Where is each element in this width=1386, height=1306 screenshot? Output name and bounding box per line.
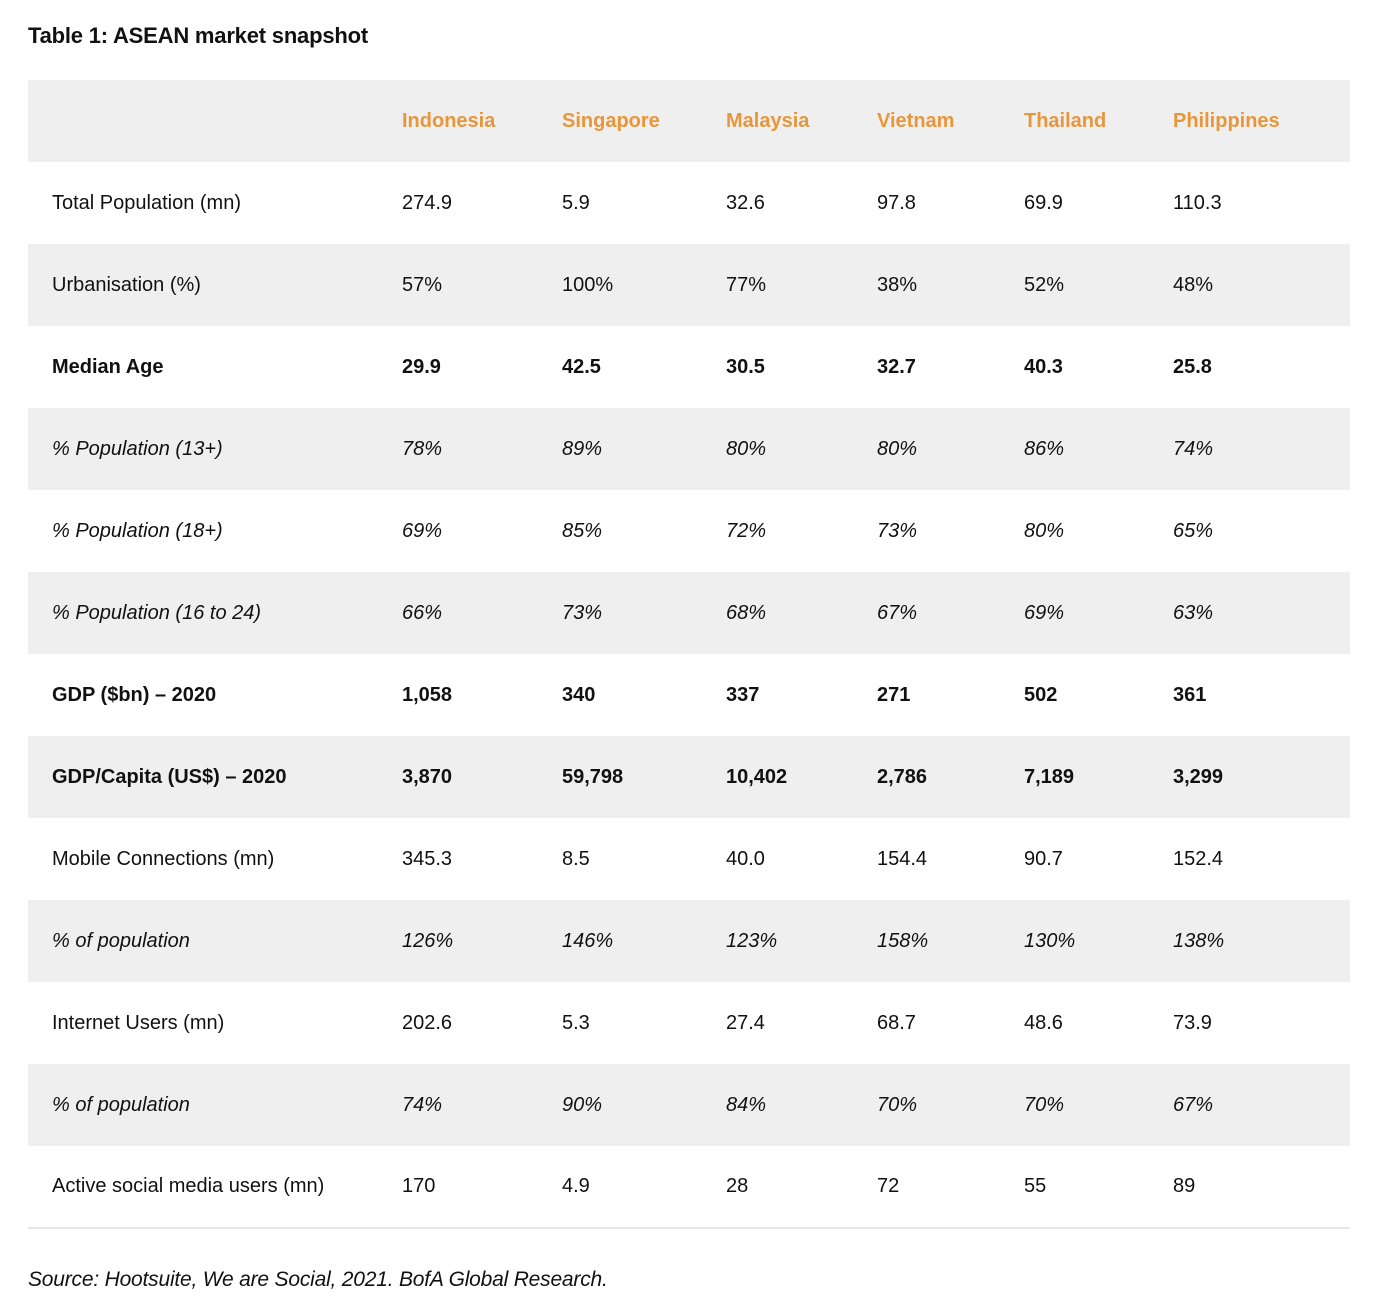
table-cell: 202.6 — [402, 1011, 453, 1034]
table-cell: 73.9 — [1173, 1011, 1212, 1034]
table-cell: 152.4 — [1173, 847, 1224, 870]
row-label: % of population — [52, 929, 190, 952]
table-title: Table 1: ASEAN market snapshot — [28, 23, 368, 48]
header-cell-malaysia: Malaysia — [726, 109, 810, 132]
table-cell: 5.3 — [562, 1011, 590, 1034]
table-cell: 74% — [402, 1093, 443, 1116]
table-cell: 89% — [562, 437, 603, 460]
table-cell: 69% — [1024, 601, 1065, 624]
table-row — [28, 162, 1350, 244]
row-label: Urbanisation (%) — [52, 273, 201, 296]
table-row — [28, 818, 1350, 900]
table-cell: 40.0 — [726, 847, 765, 870]
table-cell: 66% — [402, 601, 443, 624]
table-cell: 80% — [1024, 519, 1065, 542]
table-cell: 337 — [726, 683, 760, 706]
table-cell: 86% — [1024, 437, 1065, 460]
table-cell: 67% — [877, 601, 918, 624]
row-label: Active social media users (mn) — [52, 1175, 325, 1197]
row-label: Median Age — [52, 355, 164, 378]
table-cell: 100% — [562, 273, 614, 296]
row-label: Internet Users (mn) — [52, 1011, 225, 1034]
row-label: Mobile Connections (mn) — [52, 847, 275, 870]
header-cell-philippines: Philippines — [1173, 109, 1280, 132]
table-cell: 69.9 — [1024, 191, 1063, 214]
table-cell: 73% — [877, 519, 918, 542]
table-row — [28, 736, 1350, 818]
table-cell: 154.4 — [877, 847, 928, 870]
header-cell-vietnam: Vietnam — [877, 109, 955, 132]
table-cell: 345.3 — [402, 847, 453, 870]
table-cell: 30.5 — [726, 355, 765, 378]
table-cell: 69% — [402, 519, 443, 542]
table-cell: 32.6 — [726, 191, 765, 214]
table-cell: 72 — [877, 1175, 900, 1197]
table-cell: 80% — [726, 437, 767, 460]
source-note: Source: Hootsuite, We are Social, 2021. BofA Global Research. — [28, 1268, 608, 1291]
table-row — [28, 982, 1350, 1064]
table-cell: 80% — [877, 437, 918, 460]
row-label: % Population (18+) — [52, 519, 223, 542]
table-cell: 89 — [1173, 1175, 1196, 1197]
table-cell: 90% — [562, 1093, 603, 1116]
table-cell: 48% — [1173, 273, 1214, 296]
table-cell: 77% — [726, 273, 767, 296]
row-label: % of population — [52, 1093, 190, 1116]
table-cell: 85% — [562, 519, 603, 542]
table-cell: 126% — [402, 929, 454, 952]
table-cell: 42.5 — [562, 355, 601, 378]
table-row — [28, 408, 1350, 490]
table-cell: 72% — [726, 519, 767, 542]
header-cell-indonesia: Indonesia — [402, 109, 496, 132]
table-cell: 48.6 — [1024, 1011, 1063, 1034]
table-cell: 97.8 — [877, 191, 916, 214]
table-row — [28, 1064, 1350, 1146]
table-cell: 59,798 — [562, 765, 624, 788]
table-cell: 2,786 — [877, 765, 928, 788]
header-cell-thailand: Thailand — [1024, 109, 1107, 132]
table-cell: 74% — [1173, 437, 1214, 460]
table-cell: 502 — [1024, 683, 1058, 706]
table-cell: 123% — [726, 929, 778, 952]
table-cell: 25.8 — [1173, 355, 1212, 378]
table-cell: 70% — [877, 1093, 918, 1116]
table-cell: 340 — [562, 683, 596, 706]
header-cell-singapore: Singapore — [562, 109, 660, 132]
table-cell: 158% — [877, 929, 929, 952]
table-cell: 27.4 — [726, 1011, 765, 1034]
table-cell: 361 — [1173, 683, 1207, 706]
table-cell: 7,189 — [1024, 765, 1075, 788]
row-label: % Population (13+) — [52, 437, 223, 460]
table-cell: 110.3 — [1173, 191, 1222, 214]
table-cell: 84% — [726, 1093, 767, 1116]
table-cell: 68% — [726, 601, 767, 624]
table-cell: 73% — [562, 601, 603, 624]
table-cell: 57% — [402, 273, 443, 296]
table-row — [28, 490, 1350, 572]
table-cell: 271 — [877, 683, 911, 706]
row-label: Total Population (mn) — [52, 191, 241, 214]
table-header-row — [28, 80, 1350, 162]
asean-market-table — [28, 80, 1350, 1229]
table-row — [28, 654, 1350, 736]
row-label: % Population (16 to 24) — [52, 601, 262, 624]
table-cell: 63% — [1173, 601, 1214, 624]
table-cell: 8.5 — [562, 847, 590, 870]
table-cell: 5.9 — [562, 191, 590, 214]
table-cell: 3,299 — [1173, 765, 1224, 788]
table-cell: 170 — [402, 1175, 436, 1197]
table-cell: 3,870 — [402, 765, 453, 788]
table-row — [28, 244, 1350, 326]
table-cell: 146% — [562, 929, 614, 952]
table-row — [28, 900, 1350, 982]
table-cell: 32.7 — [877, 355, 916, 378]
header-cell-blank — [28, 80, 402, 162]
row-label: GDP/Capita (US$) – 2020 — [52, 765, 287, 788]
table-cell: 90.7 — [1024, 847, 1063, 870]
table-cell: 52% — [1024, 273, 1065, 296]
table-cell: 28 — [726, 1175, 749, 1197]
table-cell: 68.7 — [877, 1011, 916, 1034]
table-cell: 29.9 — [402, 355, 441, 378]
table-cell: 38% — [877, 273, 918, 296]
table-cell: 70% — [1024, 1093, 1065, 1116]
table-row — [28, 572, 1350, 654]
table-cell: 67% — [1173, 1093, 1214, 1116]
table-body — [28, 162, 1350, 1228]
table-cell: 10,402 — [726, 765, 788, 788]
table-cell: 130% — [1024, 929, 1076, 952]
table-cell: 274.9 — [402, 191, 453, 214]
table-cell: 4.9 — [562, 1175, 590, 1197]
table-cell: 40.3 — [1024, 355, 1063, 378]
table-row — [28, 326, 1350, 408]
table-cell: 138% — [1173, 929, 1225, 952]
table-cell: 65% — [1173, 519, 1214, 542]
table-row — [28, 1146, 1350, 1228]
table-cell: 78% — [402, 437, 443, 460]
table-cell: 55 — [1024, 1175, 1047, 1197]
table-cell: 1,058 — [402, 683, 453, 706]
row-label: GDP ($bn) – 2020 — [52, 683, 217, 706]
